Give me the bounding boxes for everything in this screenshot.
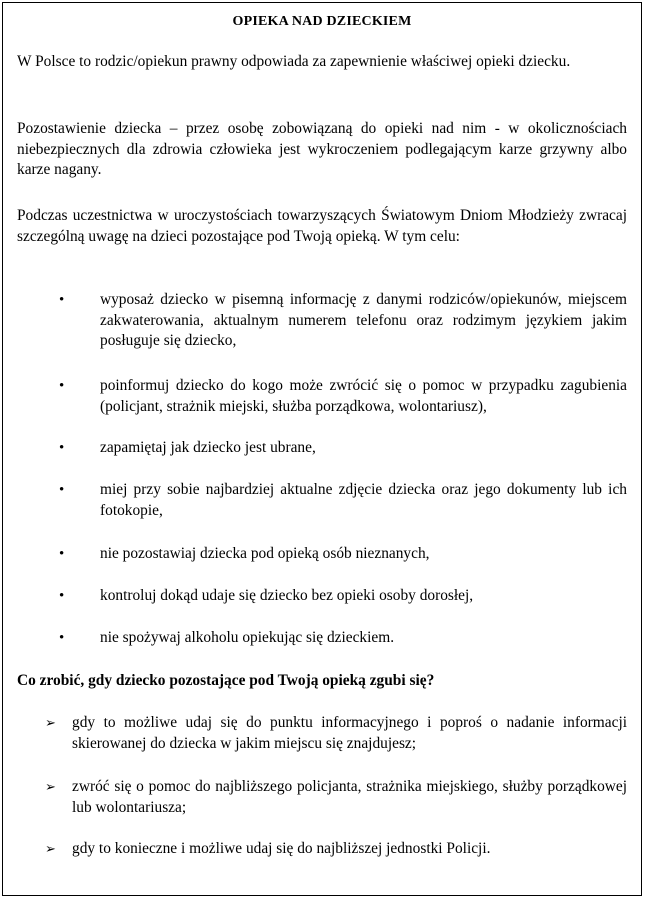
bullet-text: miej przy sobie najbardziej aktualne zdjęcie dziecka oraz jego dokumenty lub ich fotokopie,: [100, 481, 627, 519]
document-page: [2, 2, 642, 896]
bullet-text: poinformuj dziecko do kogo może zwrócić się o pomoc w przypadku zagubienia (policjant, strażnik miejski, służba porządkowa, wolontariusz),: [100, 377, 627, 415]
arrow-bullet-icon: ➢: [45, 715, 56, 730]
step-text: zwróć się o pomoc do najbliższego policjanta, strażnika miejskiego, służby porządkowej lub wolontariusza;: [72, 778, 627, 816]
bullet-item: [59, 586, 627, 607]
bullet-item: [59, 628, 627, 649]
bullet-icon: •: [59, 482, 65, 498]
paragraph-offense: Pozostawienie dziecka – przez osobę zobowiązaną do opieki nad nim - w okolicznościach niebezpiecznych dla zdrowia człowieka jest wykroczeniem podlegającym karze grzywny albo karze nagany.: [17, 120, 627, 178]
step-item: [45, 777, 627, 818]
step-item: [45, 713, 627, 754]
bullet-icon: •: [59, 630, 65, 646]
bullet-icon: •: [59, 588, 65, 604]
bullet-text: zapamiętaj jak dziecko jest ubrane,: [100, 439, 316, 456]
document-title: OPIEKA NAD DZIECKIEM: [232, 14, 412, 29]
bullet-icon: •: [59, 546, 65, 562]
bullet-item: [59, 376, 627, 417]
bullet-item: [59, 438, 627, 459]
bullet-item: [59, 544, 627, 565]
paragraph-wyd-attention: Podczas uczestnictwa w uroczystościach towarzyszących Światowym Dniom Młodzieży zwracaj szczególną uwagę na dzieci pozostające pod Twoją opieką. W tym celu:: [17, 207, 627, 245]
step-text: gdy to konieczne i możliwe udaj się do najbliższej jednostki Policji.: [72, 840, 491, 857]
bullet-item: [59, 290, 627, 352]
step-item: [45, 839, 627, 860]
paragraph-responsibility: W Polsce to rodzic/opiekun prawny odpowiada za zapewnienie właściwej opieki dziecku.: [17, 53, 571, 70]
bullet-text: kontroluj dokąd udaje się dziecko bez opieki osoby dorosłej,: [100, 587, 474, 604]
bullet-icon: •: [59, 440, 65, 456]
arrow-bullet-icon: ➢: [45, 841, 56, 856]
arrow-bullet-icon: ➢: [45, 779, 56, 794]
bullet-text: nie spożywaj alkoholu opiekując się dzieckiem.: [100, 629, 395, 646]
bullet-text: nie pozostawiaj dziecka pod opieką osób nieznanych,: [100, 545, 430, 562]
bullet-icon: •: [59, 292, 65, 308]
bullet-text: wyposaż dziecko w pisemną informację z danymi rodziców/opiekunów, miejscem zakwaterowania, aktualnym numerem telefonu oraz rodzimym językiem jakim posługuje się dziecko,: [100, 291, 627, 349]
step-text: gdy to możliwe udaj się do punktu informacyjnego i poproś o nadanie informacji skierowanej do dziecka w jakim miejscu się znajdujesz;: [72, 714, 627, 752]
lost-child-question-heading: Co zrobić, gdy dziecko pozostające pod Twoją opieką zgubi się?: [17, 672, 435, 689]
bullet-icon: •: [59, 378, 65, 394]
bullet-item: [59, 480, 627, 521]
